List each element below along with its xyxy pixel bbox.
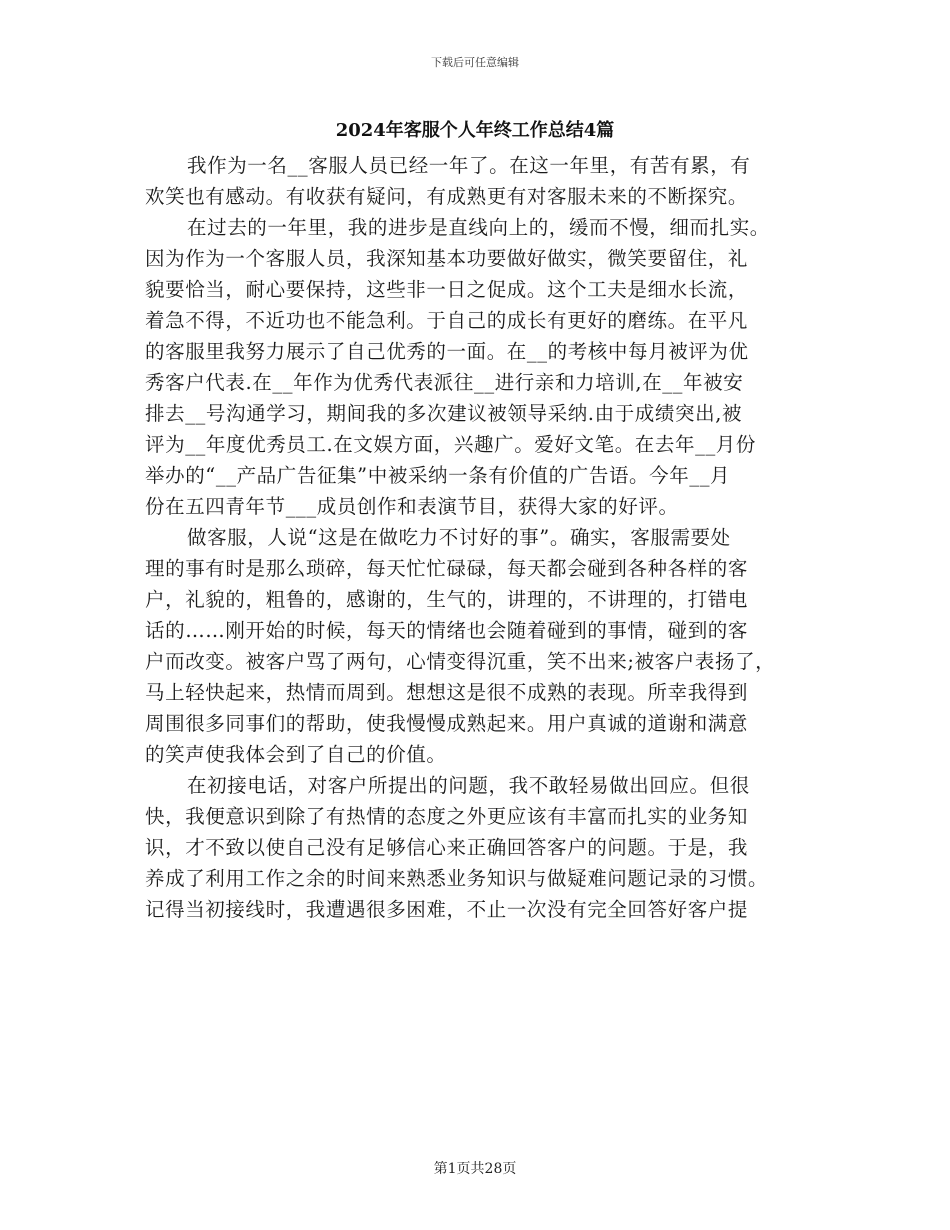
text-line: 在初接电话，对客户所提出的问题，我不敢轻易做出回应。但很 (187, 774, 750, 797)
document-title: 2024年客服个人年终工作总结4篇 (335, 120, 615, 141)
text-line: 话的……刚开始的时候，每天的情绪也会随着碰到的事情，碰到的客 (145, 619, 749, 642)
text-line: 马上轻快起来，热情而周到。想想这是很不成熟的表现。所幸我得到 (145, 681, 749, 704)
header-note: 下载后可任意编辑 (431, 56, 519, 69)
text-line: 欢笑也有感动。有收获有疑问，有成熟更有对客服未来的不断探究。 (145, 185, 749, 208)
text-line: 在过去的一年里，我的进步是直线向上的，缓而不慢，细而扎实。 (187, 216, 770, 239)
text-line: 记得当初接线时，我遭遇很多困难，不止一次没有完全回答好客户提 (145, 898, 749, 921)
text-line: 周围很多同事们的帮助，使我慢慢成熟起来。用户真诚的道谢和满意 (145, 712, 749, 735)
text-line: 做客服，人说“这是在做吃力不讨好的事”。确实，客服需要处 (187, 526, 731, 549)
text-line: 着急不得，不近功也不能急利。于自己的成长有更好的磨练。在平凡 (145, 309, 749, 332)
text-line: 举办的“__产品广告征集”中被采纳一条有价值的广告语。今年__月 (145, 464, 731, 487)
text-line: 的笑声使我体会到了自己的价值。 (145, 743, 447, 766)
page-number: 第1页共28页 (433, 1161, 517, 1177)
text-line: 的客服里我努力展示了自己优秀的一面。在__的考核中每月被评为优 (145, 340, 749, 363)
text-line: 份在五四青年节___成员创作和表演节目，获得大家的好评。 (145, 495, 679, 518)
text-line: 我作为一名__客服人员已经一年了。在这一年里，有苦有累，有 (187, 154, 751, 177)
text-line: 评为__年度优秀员工.在文娱方面，兴趣广。爱好文笔。在去年__月份 (145, 433, 756, 456)
document-body (145, 150, 813, 925)
text-line: 户，礼貌的，粗鲁的，感谢的，生气的，讲理的，不讲理的，打错电 (145, 588, 749, 611)
text-line: 排去__号沟通学习，期间我的多次建议被领导采纳.由于成绩突出,被 (145, 402, 743, 425)
text-line: 因为作为一个客服人员，我深知基本功要做好做实，微笑要留住，礼 (145, 247, 749, 270)
text-line: 理的事有时是那么琐碎，每天忙忙碌碌，每天都会碰到各种各样的客 (145, 557, 749, 580)
text-line: 户而改变。被客户骂了两句，心情变得沉重，笑不出来;被客户表扬了， (145, 650, 776, 673)
text-line: 快，我便意识到除了有热情的态度之外更应该有丰富而扎实的业务知 (145, 805, 749, 828)
text-line: 识，才不致以使自己没有足够信心来正确回答客户的问题。于是，我 (145, 836, 749, 859)
text-line: 秀客户代表.在__年作为优秀代表派往__进行亲和力培训,在__年被安 (145, 371, 744, 394)
text-line: 貌要恰当，耐心要保持，这些非一日之促成。这个工夫是细水长流， (145, 278, 749, 301)
text-line: 养成了利用工作之余的时间来熟悉业务知识与做疑难问题记录的习惯。 (145, 867, 769, 890)
